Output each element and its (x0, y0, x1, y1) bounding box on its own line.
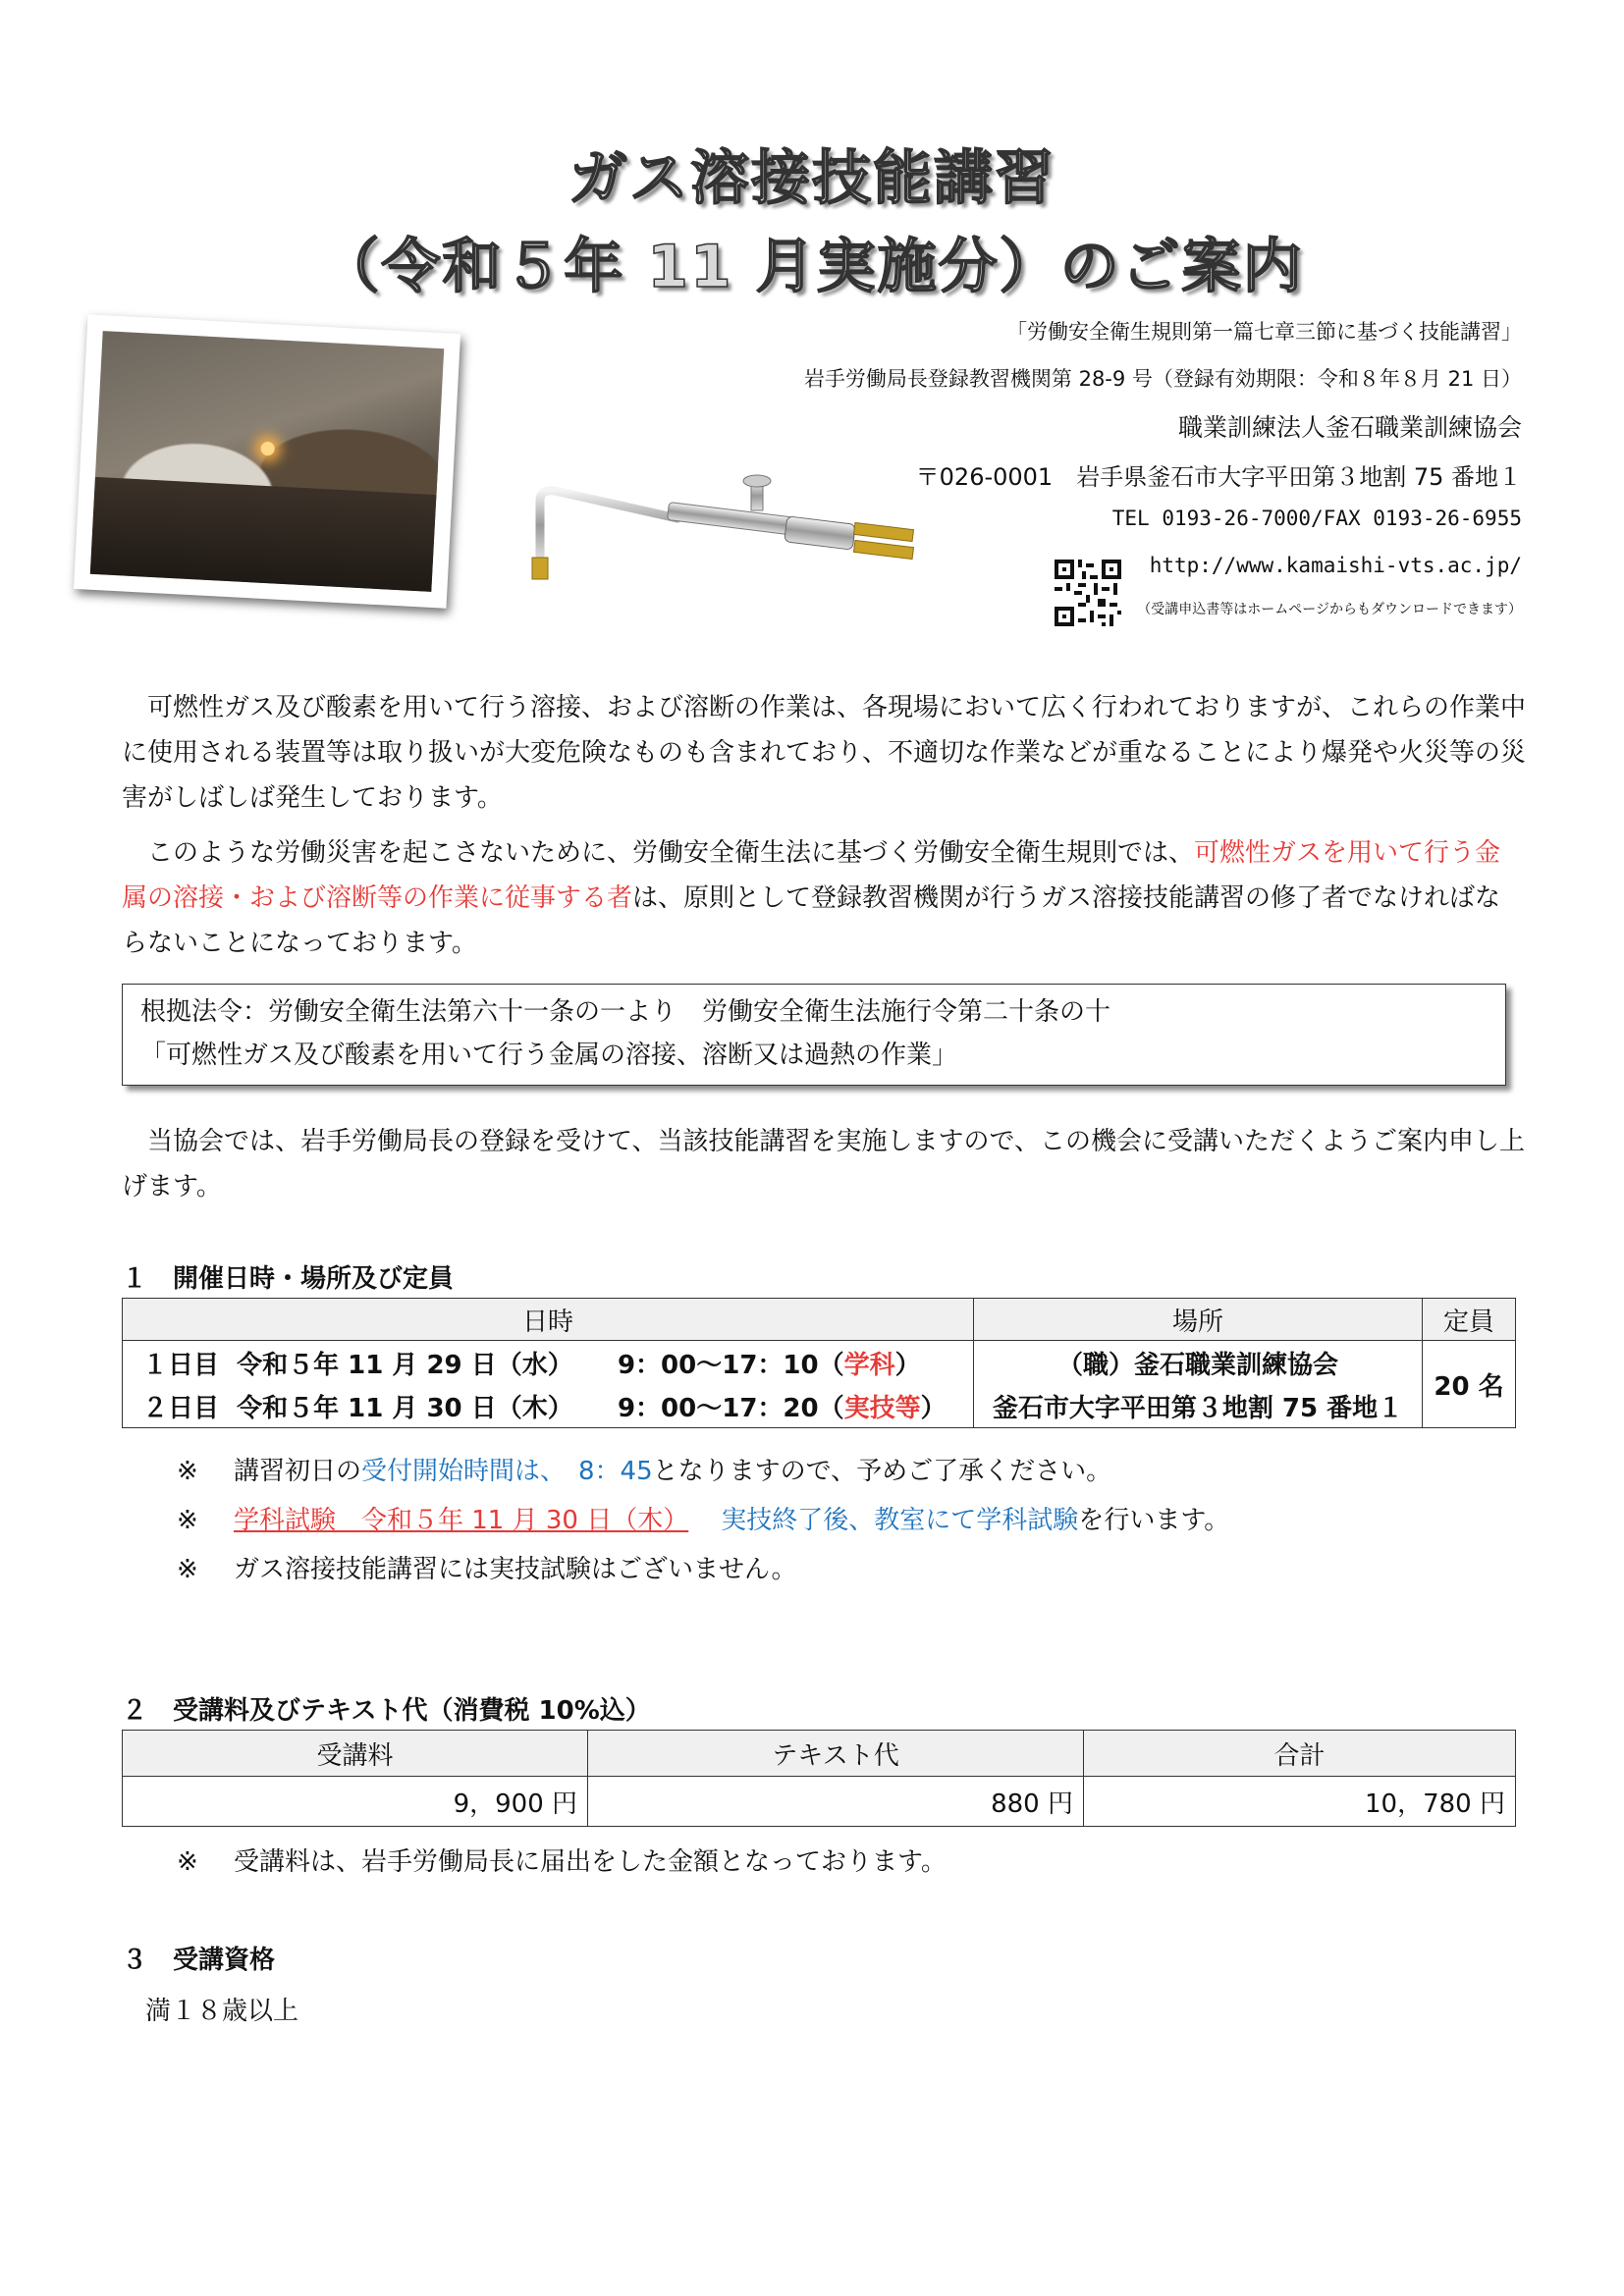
legal-basis-line-2: 「可燃性ガス及び酸素を用いて行う金属の溶接、溶断又は過熱の作業」 (140, 1041, 958, 1070)
note-no-practical-exam: ※ ガス溶接技能講習には実技試験はございません。 (177, 1555, 797, 1584)
fee-total-value: 10，780 円 (1084, 1777, 1516, 1827)
regulation-note: 「労働安全衛生規則第一篇七章三節に基づく技能講習」 (1006, 320, 1522, 344)
intro-paragraph-2-text-end: は、原則として登録教習機関が行うガス溶接技能講習の修了者でなければならないことになっております。 (122, 883, 1501, 958)
website-link[interactable]: http://www.kamaishi-vts.ac.jp/ (1149, 554, 1522, 577)
schedule-day-1: １日目 令和５年 11 月 29 日（水） 9：00～17：10（学科） (123, 1341, 974, 1385)
download-note: （受講申込書等はホームページからもダウンロードできます） (1137, 602, 1522, 617)
section-3-heading: ３ 受講資格 (122, 1946, 276, 1975)
schedule-day-2: ２日目 令和５年 11 月 30 日（木） 9：00～17：20（実技等） (123, 1384, 974, 1428)
fee-header-textbook: テキスト代 (588, 1731, 1084, 1777)
schedule-place-line-1: （職）釜石職業訓練協会 (974, 1341, 1423, 1385)
fee-header-tuition: 受講料 (123, 1731, 588, 1777)
fee-table (122, 1730, 1516, 1827)
intro-paragraph-1: 可燃性ガス及び酸素を用いて行う溶接、および溶断の作業は、各現場において広く行われておりますが、これらの作業中に使用される装置等は取り扱いが大変危険なものも含まれており、不適切な作業などが重なることにより爆発や火災等の災害がしばしば発生しております。 (122, 693, 1527, 813)
welding-photo (74, 314, 460, 609)
schedule-table (122, 1298, 1516, 1428)
legal-basis-box (122, 984, 1506, 1086)
section-2-heading: ２ 受講料及びテキスト代（消費税 10%込） (122, 1696, 651, 1726)
section-1-heading: １ 開催日時・場所及び定員 (122, 1264, 455, 1294)
schedule-header-capacity: 定員 (1423, 1299, 1516, 1341)
qr-code-icon[interactable] (1055, 560, 1121, 626)
intro-paragraph-2-highlight: 可燃性ガスを用いて行う金属の溶接・および溶断等の作業に従事する者 (122, 838, 1501, 913)
welding-torch-icon (501, 471, 962, 589)
schedule-header-place: 場所 (974, 1299, 1423, 1341)
eligibility-text: 満１８歳以上 (145, 1997, 299, 2026)
legal-basis-line-1: 根拠法令：労働安全衛生法第六十一条の一より 労働安全衛生法施行令第二十条の十 (140, 997, 1111, 1027)
note-fee: ※ 受講料は、岩手労働局長に届出をした金額となっております。 (177, 1847, 947, 1877)
fee-tuition-value: 9，900 円 (123, 1777, 588, 1827)
page-subtitle: （令和５年 11 月実施分）のご案内 (320, 233, 1304, 301)
intro-paragraph-3: 当協会では、岩手労働局長の登録を受けて、当該技能講習を実施しますので、この機会に受講いただくようご案内申し上げます。 (122, 1127, 1525, 1201)
organization-name: 職業訓練法人釜石職業訓練協会 (1177, 413, 1522, 442)
fee-header-total: 合計 (1084, 1731, 1516, 1777)
intro-paragraph-2-text: このような労働災害を起こさないために、労働安全衛生法に基づく労働安全衛生規則では、 (147, 838, 1195, 868)
registration-note: 岩手労働局長登録教習機関第 28-9 号（登録有効期限：令和８年８月 21 日） (803, 367, 1522, 391)
schedule-capacity: 20 名 (1423, 1341, 1516, 1428)
intro-paragraph-2 (122, 830, 1526, 966)
fee-textbook-value: 880 円 (588, 1777, 1084, 1827)
organization-address: 〒026-0001 岩手県釜石市大字平田第３地割 75 番地１ (915, 463, 1522, 491)
phone-fax: TEL 0193-26-7000/FAX 0193-26-6955 (1111, 507, 1522, 530)
schedule-place-line-2: 釜石市大字平田第３地割 75 番地１ (974, 1384, 1423, 1428)
schedule-header-datetime: 日時 (123, 1299, 974, 1341)
note-reception-time: ※ 講習初日の受付開始時間は、 8：45となりますので、予めご了承ください。 (177, 1457, 1112, 1486)
welding-photo-image (90, 331, 445, 592)
note-written-exam: ※ 学科試験 令和５年 11 月 30 日（木） 実技終了後、教室にて学科試験を行います。 (177, 1506, 1230, 1535)
page-title: ガス溶接技能講習 (568, 144, 1056, 213)
